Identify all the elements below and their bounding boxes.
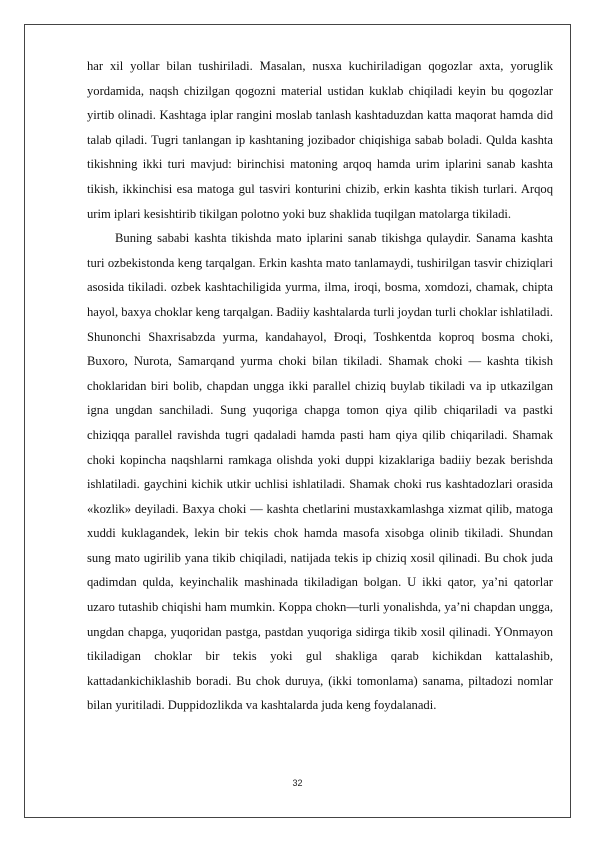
body-text [87,54,553,718]
page-number: 32 [292,778,303,788]
paragraph-1: har xil yollar bilan tushiriladi. Masalan, nusxa kuchiriladigan qogozlar axta, yoruglik yordamida, naqsh chizilgan qogozni material ustidan kuklab chiqiladi keyin bu qogozlar yirtib olinadi. Kashtaga iplar rangini moslab tanlash kashtaduzdan katta maqorat hamda did talab qiladi. Tugri tanlangan ip kashtaning jozibador chiqishiga sabab boladi. Qulda kashta tikishning ikki turi mavjud: birinchisi matoning arqoq hamda urim iplarini sanab kashta tikish, ikkinchisi esa matoga gul tasviri konturini chizib, erkin kashta tikish turlari. Arqoq urim iplari kesishtirib tikilgan polotno yoki buz shaklida tuqilgan matolarga tikiladi. [87,59,553,221]
paragraph-2: Buning sababi kashta tikishda mato iplarini sanab tikishga qulaydir. Sanama kashta turi ozbekistonda keng tarqalgan. Erkin kashta mato tanlamaydi, tushirilgan tasvir chiziqlari asosida tikiladi. ozbek kashtachiligida yurma, ilma, iroqi, bosma, xomdozi, chamak, chipta hayol, baxya choklar keng tarqalgan. Badiiy kashtalarda turli joydan turli choklar ishlatiladi. Shunonchi Shaxrisabzda yurma, kandahayol, Ðroqi, Toshkentda koproq bosma choki, Buxoro, Nurota, Samarqand yurma choki bilan tikiladi. Shamak choki — kashta tikish choklaridan biri bolib, chapdan ungga ikki parallel chiziq buylab tikiladi va ip utkazilgan igna ungdan sanchiladi. Sung yuqoriga chapga tomon qiya qilib chiqariladi va pastki chiziqqa parallel ravishda tugri qadaladi hamda pasti ham qiya qilib chiqariladi. Shamak choki kopincha naqshlarni ramkaga olishda yoki duppi kizaklariga badiiy bezak berishda ishlatiladi. gaychini kichik utkir uchlisi ishlatiladi. Shamak choki rus kashtadozlari orasida «kozlik» deyiladi. Baxya choki — kashta chetlarini mustaxkamlashga xizmat qilib, matoga xuddi kuklagandek, lekin bir tekis chok hamda masofa xisobga olinib tikiladi. Shundan sung mato ugirilib yana tikib chiqiladi, natijada tekis ip chiziq xosil qilinadi. Bu chok juda qadimdan qulda, keyinchalik mashinada tikiladigan bolgan. U ikki qator, ya’ni qatorlar uzaro tutashib chiqishi ham mumkin. Koppa chokn—turli yonalishda, ya’ni chapdan ungga, ungdan chapga, yuqoridan pastga, pastdan yuqoriga sidirga tikib xosil qilinadi. YOnmayon tikiladigan choklar bir tekis yoki gul shakliga qarab kichikdan kattalashib, kattadankichiklashib boradi. Bu chok duruya, (ikki tomonlama) sanama, piltadozi nomlar bilan yuritiladi. Duppidozlikda va kashtalarda juda keng foydalanadi. [87,231,553,713]
